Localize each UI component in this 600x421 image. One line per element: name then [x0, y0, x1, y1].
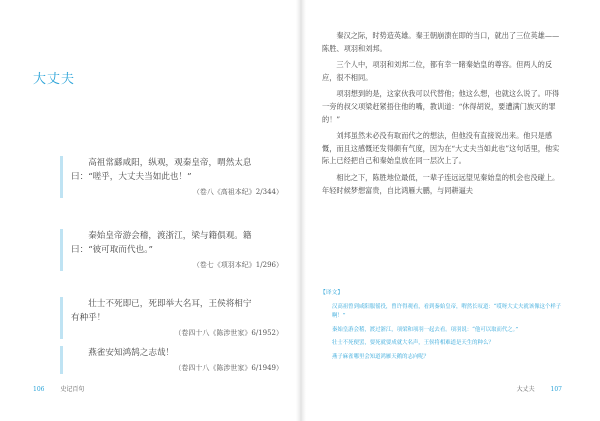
- notes-title: 【译文】: [320, 290, 344, 296]
- quote-citation: （卷七《项羽本纪》1/296）: [192, 261, 283, 269]
- paragraph: 刘邦虽然未必没有取而代之的想法，但他没有直接说出来。他只是感慨，而且这感慨还发得颇有气度，因为在“大丈夫当如此也”这句话里，他实际上已经把自己和秦始皇放在同一层次上了。: [322, 131, 560, 166]
- quote-line: 高祖常繇咸阳，纵观，观秦皇帝，喟然太息: [88, 158, 252, 168]
- quote-line: 曰：“彼可取而代也。”: [71, 245, 153, 255]
- running-title: 大丈夫: [516, 386, 535, 393]
- quote-block: [60, 156, 283, 198]
- chapter-title: 大丈夫: [33, 72, 76, 87]
- quote-citation: （卷四十八《陈涉世家》6/1952）: [174, 329, 283, 337]
- running-title: 史记百句: [60, 386, 85, 393]
- note-item: 壮士不死便罢，要死就要成就大名声，王侯将相难道是天生的种么？: [332, 340, 494, 346]
- page-number: 106: [33, 386, 45, 393]
- quote-line: 有种乎！: [71, 313, 106, 323]
- right-page: [304, 0, 600, 421]
- quote-citation: （卷四十八《陈涉世家》6/1949）: [174, 364, 283, 372]
- note-item: 秦始皇游会稽，渡过浙江，项梁和项羽一起去看。项羽说：“他可以取而代之。”: [332, 326, 519, 333]
- right-folio: [517, 384, 562, 393]
- quote-line: 曰：“嗟乎，大丈夫当如此也！”: [71, 172, 192, 182]
- quote-line: 壮士不死即已，死即举大名耳，王侯将相宁: [88, 299, 252, 309]
- left-page: [0, 0, 298, 421]
- quote-block: [60, 297, 283, 339]
- quote-block: [60, 346, 283, 374]
- paragraph: 三个人中，项羽和刘邦二位，都有幸一睹秦始皇的尊容。但两人的反应，很不相同。: [322, 60, 553, 82]
- paragraph: 相比之下，陈胜地位最低，一辈子连远远望见秦始皇的机会也没碰上。年轻时候梦想富贵，自比鸿雁大鹏，与同耕逼夫: [322, 172, 560, 195]
- quote-line: 燕雀安知鸿鹄之志哉！: [88, 348, 175, 358]
- note-item: 汉高祖曾到咸阳服徭役，曾许得观看，看到秦始皇帝，喟然长叹道：“哎呀大丈夫就该像这个样子啊！”: [332, 303, 562, 319]
- quote-block: [60, 229, 283, 271]
- translation-notes: [320, 289, 564, 366]
- quote-line: 秦始皇帝游会稽，渡浙江，梁与籍俱观。籍: [88, 231, 252, 241]
- page-number: 107: [550, 386, 562, 393]
- paragraph: 项羽想到的是，这家伙我可以代替他；他这么想，也就这么说了。吓得一旁的叔父项梁赶紧捂住他的嘴，教训道：“休得胡说，要遭满门族灭的罪的！”: [322, 89, 560, 124]
- body-text: [322, 30, 562, 201]
- left-folio: [33, 384, 84, 393]
- note-item: 燕子麻雀哪里会知道鸿雁天鹅的志向呢？: [332, 353, 430, 360]
- quote-citation: （卷八《高祖本纪》2/344）: [192, 188, 283, 196]
- paragraph: 秦汉之际，时势造英雄。秦王朝崩溃在即的当口，就出了三位英雄——陈胜、项羽和刘邦。: [322, 31, 560, 53]
